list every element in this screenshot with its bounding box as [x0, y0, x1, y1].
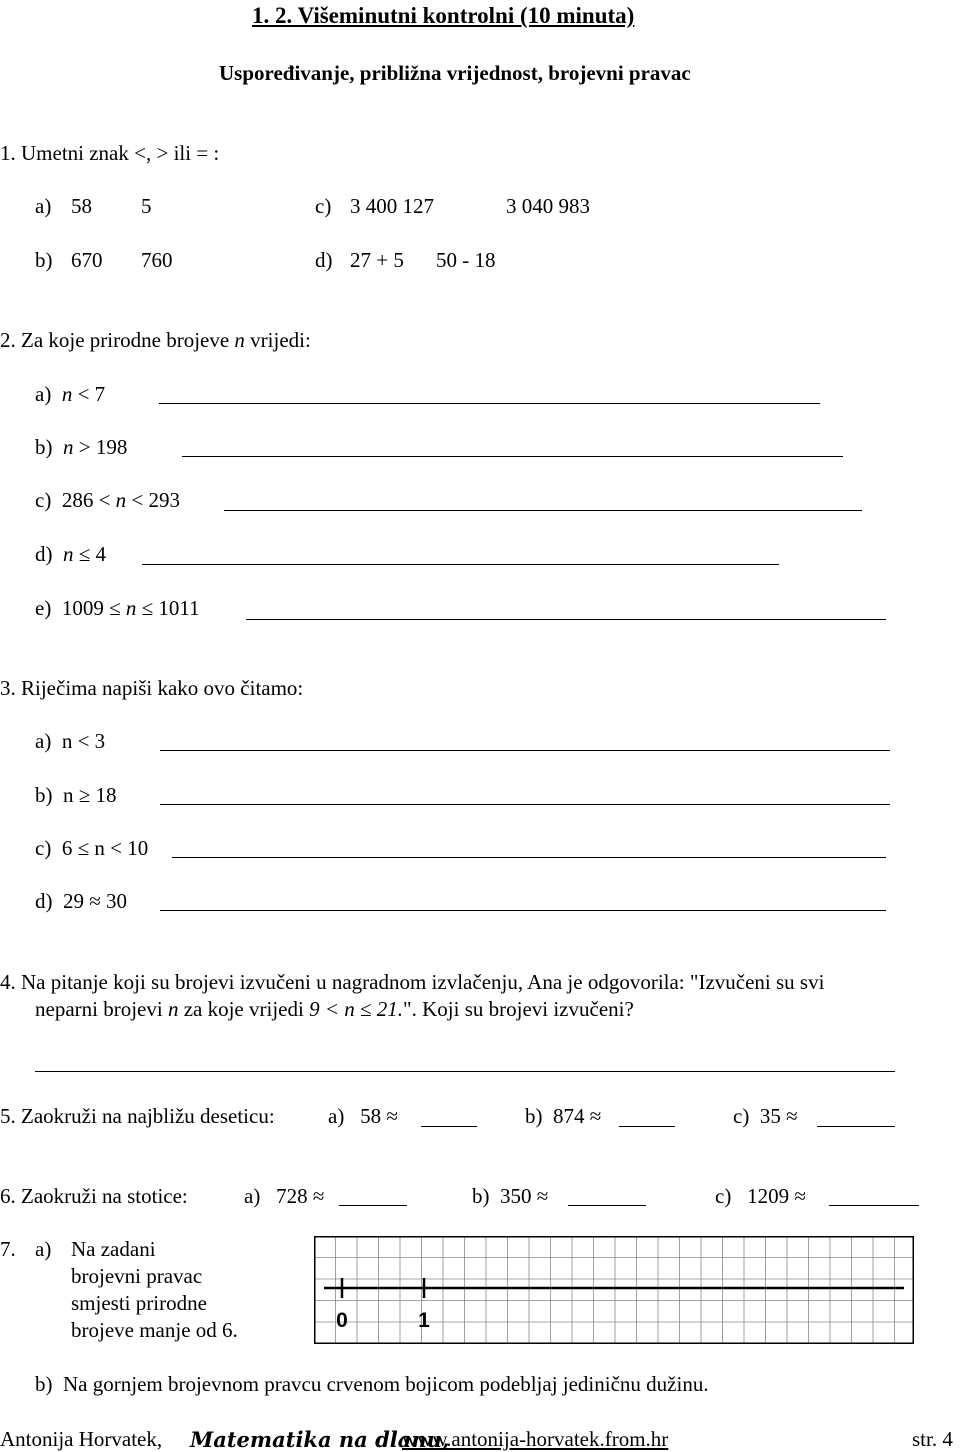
q3-a-answer-line[interactable] — [160, 750, 890, 751]
footer-author: Antonija Horvatek, — [0, 1427, 163, 1451]
q1-c-left: 3 400 127 — [350, 194, 434, 218]
q2-e: e) 1009 ≤ n ≤ 1011 — [35, 596, 200, 620]
number-line-grid[interactable] — [314, 1236, 914, 1344]
q7-a-line-1: Na zadani — [71, 1237, 156, 1261]
q2-c: c) 286 < n < 293 — [35, 488, 181, 512]
q4-line1: 4. Na pitanje koji su brojevi izvučeni u nagradnom izvlačenju, Ana je odgovorila: "Izvučeni su svi — [0, 970, 825, 994]
q4-line2: neparni brojevi n za koje vrijedi 9 < n ≤ 21.". Koji su brojevi izvučeni? — [35, 997, 634, 1021]
q2-b: b) n > 198 — [35, 435, 128, 459]
page-title: 1. 2. Višeminutni kontrolni (10 minuta) — [252, 3, 635, 28]
q1-d-left: 27 + 5 — [350, 248, 404, 272]
q1-d-right: 50 - 18 — [436, 248, 496, 272]
q3-b-answer-line[interactable] — [160, 804, 890, 805]
footer-page-number: str. 4 — [912, 1427, 953, 1451]
q3-d-answer-line[interactable] — [160, 910, 886, 911]
q3-prompt: 3. Riječima napiši kako ovo čitamo: — [0, 676, 304, 700]
tick-1-label: 1 — [418, 1309, 430, 1332]
q1-a-label: a) — [35, 194, 52, 218]
q5-c-answer-line[interactable] — [817, 1126, 895, 1127]
q5-a-answer-line[interactable] — [421, 1126, 477, 1127]
q1-a-right: 5 — [141, 194, 152, 218]
q1-c-right: 3 040 983 — [506, 194, 590, 218]
tick-0-label: 0 — [336, 1309, 348, 1332]
q3-c: c) 6 ≤ n < 10 — [35, 836, 149, 860]
q6-c: c) 1209 ≈ — [715, 1184, 806, 1208]
q3-d: d) 29 ≈ 30 — [35, 889, 128, 913]
q5-c: c) 35 ≈ — [733, 1104, 798, 1128]
q2-b-answer-line[interactable] — [182, 456, 843, 457]
q6-b: b) 350 ≈ — [472, 1184, 549, 1208]
q7-a-line-4: brojeve manje od 6. — [71, 1318, 238, 1342]
q1-b-label: b) — [35, 248, 53, 272]
q1-d-label: d) — [315, 248, 333, 272]
q3-c-answer-line[interactable] — [172, 857, 886, 858]
q6-b-answer-line[interactable] — [568, 1205, 646, 1206]
q7-a-line-2: brojevni pravac — [71, 1264, 203, 1288]
footer-url-link[interactable]: www.antonija-horvatek.from.hr — [402, 1427, 669, 1451]
q3-a: a) n < 3 — [35, 729, 106, 753]
q1-c-label: c) — [315, 194, 332, 218]
q6-a-answer-line[interactable] — [339, 1205, 407, 1206]
q1-b-left: 670 — [71, 248, 103, 272]
footer-series: Matematika na dlanu, — [190, 1427, 450, 1452]
q2-d-answer-line[interactable] — [142, 564, 779, 565]
page-subtitle: Uspoređivanje, približna vrijednost, brojevni pravac — [219, 61, 691, 85]
q2-e-answer-line[interactable] — [246, 619, 886, 620]
q4-answer-line[interactable] — [35, 1071, 895, 1072]
q6-prompt: 6. Zaokruži na stotice: — [0, 1184, 188, 1208]
q1-prompt: 1. Umetni znak <, > ili = : — [0, 141, 220, 165]
q3-b: b) n ≥ 18 — [35, 783, 117, 807]
q1-b-right: 760 — [141, 248, 173, 272]
q7-a-line-3: smjesti prirodne — [71, 1291, 207, 1315]
q7-a-label: a) — [35, 1237, 52, 1261]
q5-a: a) 58 ≈ — [328, 1104, 398, 1128]
q5-b: b) 874 ≈ — [525, 1104, 602, 1128]
q6-a: a) 728 ≈ — [244, 1184, 325, 1208]
q2-prompt: 2. Za koje prirodne brojeve n vrijedi: — [0, 328, 311, 352]
q7-b: b) Na gornjem brojevnom pravcu crvenom bojicom podebljaj jediničnu dužinu. — [35, 1372, 709, 1396]
q5-prompt: 5. Zaokruži na najbližu deseticu: — [0, 1104, 275, 1128]
q5-b-answer-line[interactable] — [619, 1126, 675, 1127]
grid-border — [315, 1237, 914, 1344]
q2-d: d) n ≤ 4 — [35, 542, 107, 566]
q2-a: a) n < 7 — [35, 382, 106, 406]
q2-c-answer-line[interactable] — [224, 510, 862, 511]
q2-a-answer-line[interactable] — [159, 403, 820, 404]
q1-a-left: 58 — [71, 194, 92, 218]
q6-c-answer-line[interactable] — [829, 1205, 919, 1206]
grid-lines — [314, 1236, 914, 1344]
q7-number: 7. — [0, 1237, 16, 1261]
